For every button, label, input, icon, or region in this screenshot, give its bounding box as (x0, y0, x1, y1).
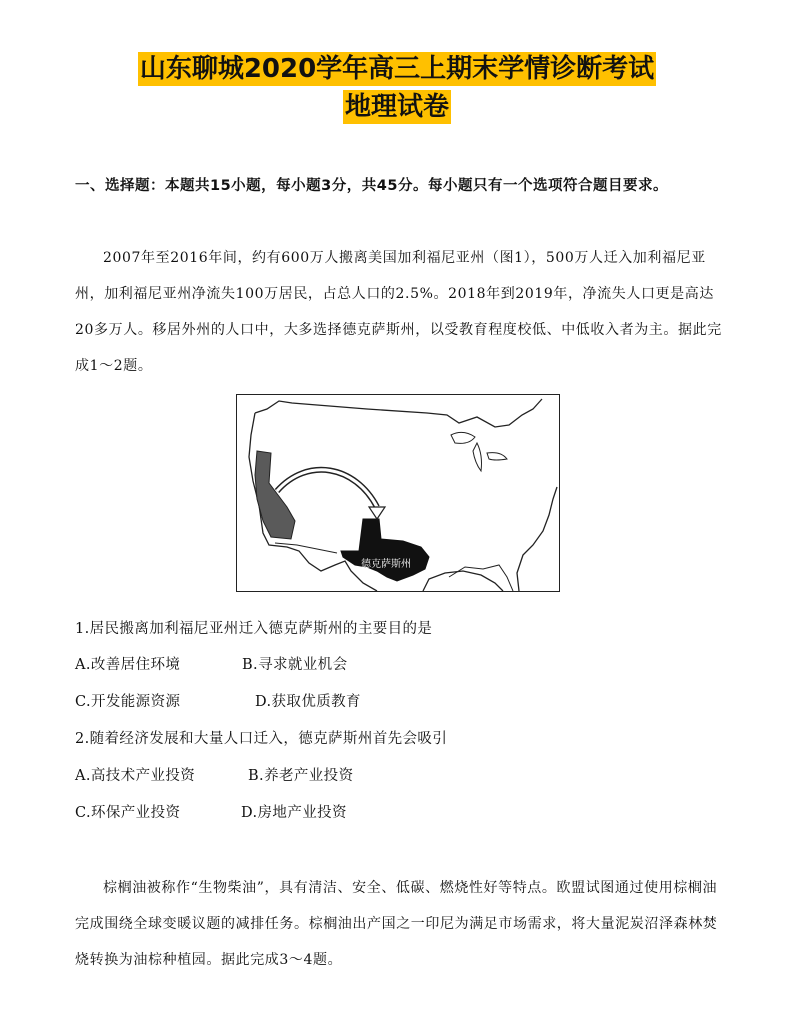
section-heading: 一、选择题：本题共15小题，每小题3分，共45分。每小题只有一个选项符合题目要求。 (75, 178, 668, 194)
great-lakes (451, 432, 507, 471)
q1-option-d: D.获取优质教育 (255, 694, 361, 710)
exam-title (0, 52, 794, 124)
q2-option-a: A.高技术产业投资 (75, 768, 196, 784)
q1-option-b: B.寻求就业机会 (242, 657, 348, 673)
q1-option-c: C.开发能源资源 (75, 694, 181, 710)
us-migration-map (236, 394, 560, 592)
passage-1: 2007年至2016年间，约有600万人搬离美国加利福尼亚州（图1），500万人迁入加利福尼亚州，加利福尼亚州净流失100万居民，占总人口的2.5%。2018年到2019年，净流失人口更是高达20多万人。移居外州的人口中，大多选择德克萨斯州，以受教育程度校低、中低收入者为主。据此完成1～2题。 (75, 250, 722, 374)
question-2-stem: 2.随着经济发展和大量人口迁入，德克萨斯州首先会吸引 (75, 731, 448, 747)
question-1-stem: 1.居民搬离加利福尼亚州迁入德克萨斯州的主要目的是 (75, 621, 433, 637)
map-figure (237, 395, 559, 591)
q2-option-d: D.房地产业投资 (241, 805, 347, 821)
texas-label: 德克萨斯州 (361, 559, 411, 570)
passage-2: 棕榈油被称作“生物柴油”，具有清洁、安全、低碳、燃烧性好等特点。欧盟试图通过使用棕榈油完成围绕全球变暖议题的减排任务。棕榈油出产国之一印尼为满足市场需求，将大量泥炭沼泽森林焚烧转换为油棕种植园。据此完成3～4题。 (75, 880, 718, 968)
q2-option-c: C.环保产业投资 (75, 805, 181, 821)
arrow-head (369, 507, 385, 519)
q1-option-a: A.改善居住环境 (75, 657, 181, 673)
q2-option-b: B.养老产业投资 (248, 768, 354, 784)
gulf-coast (449, 565, 513, 591)
title-line-1: 山东聊城2020学年高三上期末学情诊断考试 (139, 54, 655, 84)
texas-shape (341, 519, 429, 581)
california-shape (255, 451, 295, 539)
title-line-2: 地理试卷 (344, 92, 449, 122)
mexico-border (275, 543, 337, 553)
